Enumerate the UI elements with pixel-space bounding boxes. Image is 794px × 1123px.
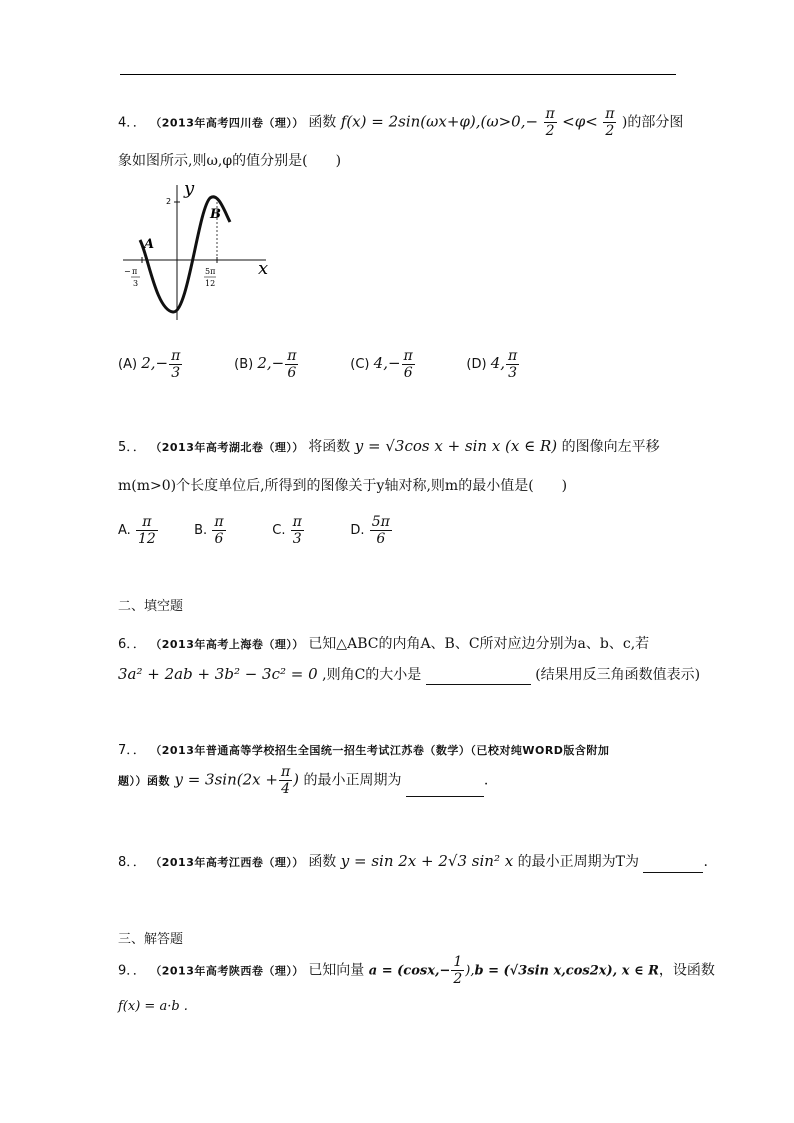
- q8-answer-blank[interactable]: [643, 856, 703, 873]
- q4-line2: 象如图所示,则ω,φ的值分别是( ): [118, 153, 342, 169]
- q5-stem-pre: 将函数: [308, 439, 351, 455]
- q8-stem-pre: 函数: [308, 854, 337, 870]
- q7-number: 7．．: [118, 743, 146, 758]
- point-a-label: A: [144, 237, 155, 252]
- q5-choice-a[interactable]: A. $\frac{\pi}{12}$: [118, 514, 156, 547]
- q9-line1: [118, 954, 715, 987]
- q4-choices: [118, 348, 566, 381]
- q9-line2: [118, 996, 188, 1017]
- q6-equation: 3a² + 2ab + 3b² − 3c² = 0: [118, 665, 318, 683]
- q5-number: 5．．: [118, 440, 146, 455]
- q6-line2-tail: (结果用反三角函数值表示): [535, 667, 701, 683]
- q4-choice-c[interactable]: (C) 4,− $\frac{\pi}{6}$: [350, 348, 413, 381]
- q7-answer-blank[interactable]: [406, 780, 484, 797]
- q7-source: （2013年普通高等学校招生全国统一招生考试江苏卷（数学）（已校对纯WORD版含附加: [150, 744, 610, 757]
- q4-line1: [118, 106, 683, 139]
- q6-line2-text: ,则角C的大小是: [322, 667, 422, 683]
- tick-neg-3: 3: [133, 279, 139, 288]
- section-fill-in-heading: 二、填空题: [118, 599, 184, 614]
- q9-stem-pre: 已知向量: [308, 962, 365, 979]
- tick-5pi: 5π: [205, 267, 216, 276]
- q8-stem-post: 的最小正周期为T为: [517, 854, 639, 870]
- q7-line2: [118, 764, 488, 797]
- q8-tail: .: [703, 854, 708, 870]
- q5-choice-d[interactable]: D. $\frac{5\pi}{6}$: [350, 514, 390, 547]
- q5-choices: [118, 514, 424, 547]
- q9-func-def: f(x) = a·b .: [118, 999, 188, 1014]
- q4-func-mid: <φ<: [562, 112, 598, 131]
- q4-source: （2013年高考四川卷（理））: [150, 116, 304, 130]
- q5-source: （2013年高考湖北卷（理））: [150, 441, 304, 454]
- tick-2-label: 2: [166, 197, 172, 206]
- q5-func: y = √3cos x + sin x (x ∈ R): [354, 437, 558, 455]
- x-axis-label: x: [258, 258, 269, 279]
- q7-tail: .: [483, 772, 489, 789]
- y-axis-label: y: [184, 180, 195, 199]
- q6-line1: [118, 634, 649, 655]
- q4-choice-a[interactable]: (A) 2,− $\frac{\pi}{3}$: [118, 348, 181, 381]
- q7-line1: [118, 740, 609, 761]
- tick-12: 12: [205, 279, 216, 288]
- q8-number: 8．．: [118, 855, 146, 870]
- q9-vec-a-end: ),: [465, 963, 475, 979]
- q5-choice-b[interactable]: B. $\frac{\pi}{6}$: [194, 514, 224, 547]
- sine-graph: [118, 180, 278, 330]
- q4-stem-pre: 函数: [308, 114, 337, 131]
- q6-answer-blank[interactable]: [426, 668, 531, 685]
- q4-choice-b[interactable]: (B) 2,− $\frac{\pi}{6}$: [234, 348, 297, 381]
- point-b-label: B: [210, 207, 221, 222]
- q8-line1: [118, 851, 708, 873]
- q4-choice-d[interactable]: (D) 4, $\frac{\pi}{3}$: [466, 348, 518, 381]
- q7-line2-pre: 题））函数: [118, 774, 170, 788]
- section-solution-heading: 三、解答题: [118, 932, 184, 947]
- q6-line2: [118, 664, 700, 685]
- q7-func: y = 3sin(2x +: [174, 770, 278, 789]
- q4-frac-left: $\frac{\pi}{2}$: [545, 106, 555, 139]
- q9-stem-post: ，设函数: [658, 962, 715, 979]
- q9-number: 9．．: [118, 963, 146, 979]
- q5-choice-c[interactable]: C. $\frac{\pi}{3}$: [272, 514, 302, 547]
- q9-source: （2013年高考陕西卷（理））: [150, 964, 304, 978]
- q8-func: y = sin 2x + 2√3 sin² x: [340, 852, 514, 870]
- q5-line1: [118, 436, 660, 458]
- q9-vec-b: b = (√3sin x,cos2x), x ∈ R: [474, 963, 659, 979]
- q6-number: 6．．: [118, 637, 146, 652]
- q7-frac: $\frac{\pi}{4}$: [280, 764, 291, 797]
- q7-func-close: ): [293, 770, 299, 789]
- q4-func-end: )的部分图: [621, 114, 684, 131]
- q9-vec-a: a = (cosx,−: [368, 963, 451, 979]
- q6-source: （2013年高考上海卷（理））: [150, 638, 304, 651]
- q5-stem-post: 的图像向左平移: [561, 439, 660, 455]
- q4-func: f(x) = 2sin(ωx+φ),(ω>0,−: [340, 112, 539, 131]
- tick-neg-pi: π: [132, 267, 138, 276]
- q5-line2: m(m>0)个长度单位后,所得到的图像关于y轴对称,则m的最小值是( ): [118, 478, 568, 494]
- q8-source: （2013年高考江西卷（理））: [150, 856, 304, 869]
- q6-stem: 已知△ABC的内角A、B、C所对应边分别为a、b、c,若: [308, 636, 650, 652]
- q4-frac-right: $\frac{\pi}{2}$: [605, 106, 615, 139]
- q4-number: 4．．: [118, 115, 146, 131]
- tick-neg-minus: −: [124, 267, 131, 276]
- q7-line2-post: 的最小正周期为: [303, 772, 402, 789]
- q9-frac: $\frac{1}{2}$: [453, 954, 463, 987]
- header-rule: [120, 74, 676, 75]
